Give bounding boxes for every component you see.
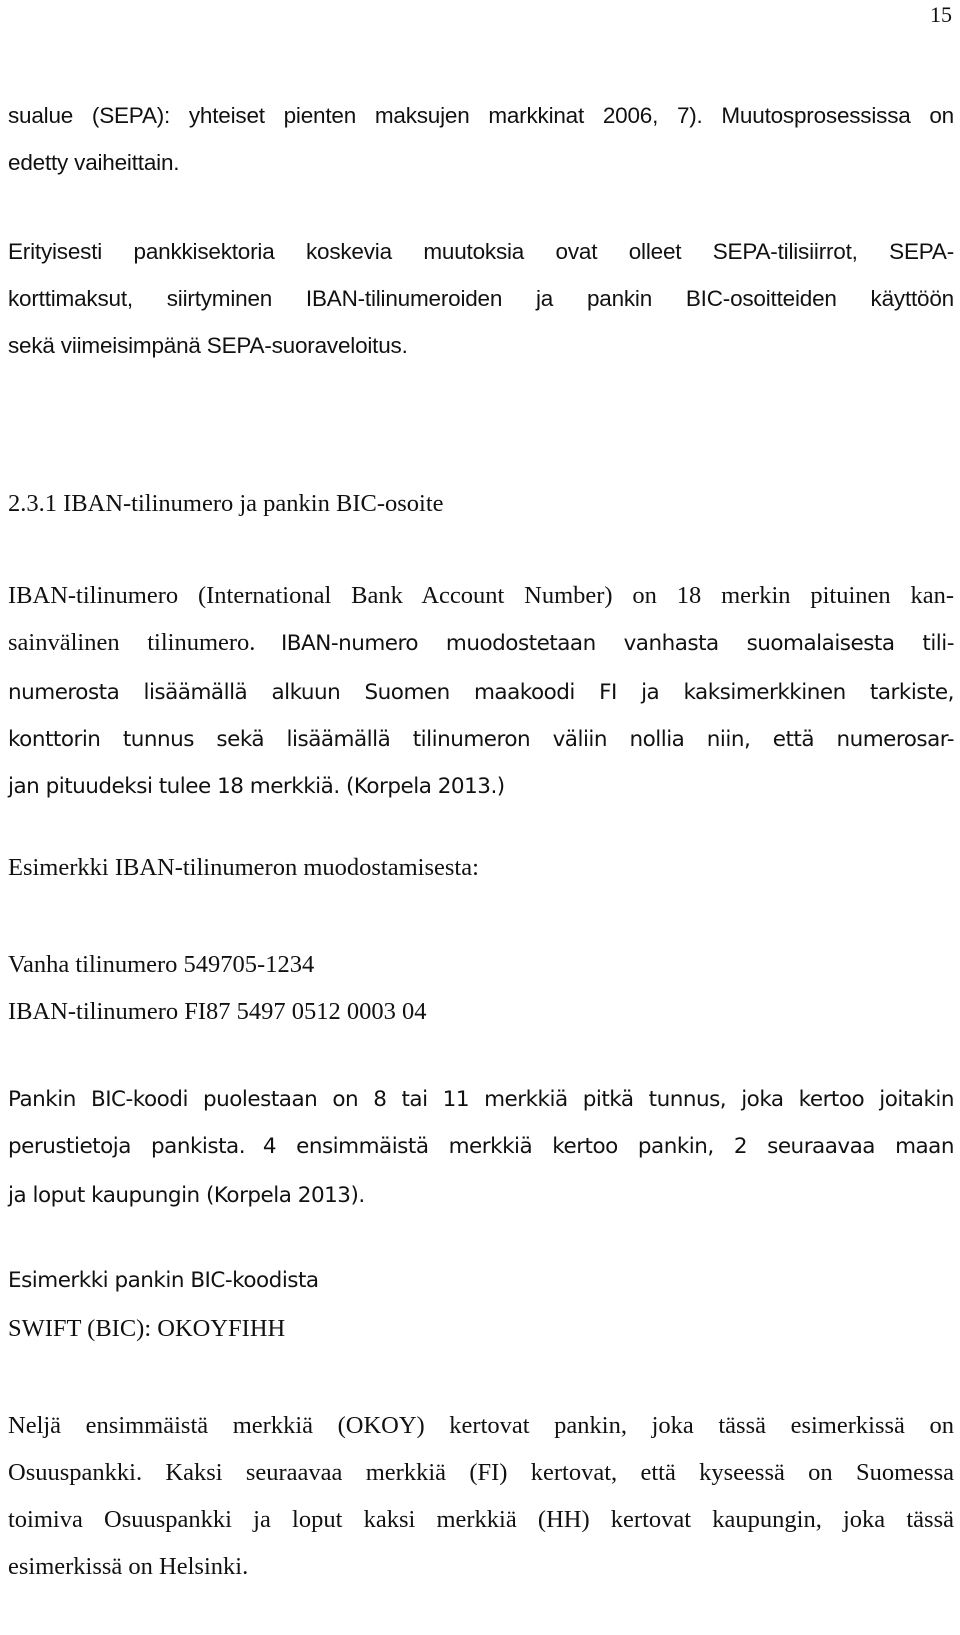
old-account-number: Vanha tilinumero 549705-1234 xyxy=(8,951,315,978)
iban-example xyxy=(8,941,954,1035)
bic-example-value: SWIFT (BIC): OKOYFIHH xyxy=(8,1315,286,1342)
text-line: esimerkissä on Helsinki. xyxy=(8,1553,249,1580)
text-line: Osuuspankki. Kaksi seuraavaa merkkiä (FI) kertovat, että kyseessä on Suomessa xyxy=(8,1459,954,1486)
text-line xyxy=(8,1123,954,1172)
text-line: toimiva Osuuspankki ja loput kaksi merkkiä (HH) kertovat kaupungin, joka tässä xyxy=(8,1506,954,1533)
text-line: IBAN-tilinumero (International Bank Account Number) on 18 merkin pituinen kan- xyxy=(8,582,954,609)
section-heading: 2.3.1 IBAN-tilinumero ja pankin BIC-osoite xyxy=(8,490,444,517)
text-line: sekä viimeisimpänä SEPA-suoraveloitus. xyxy=(8,333,408,358)
paragraph-sepa-intro xyxy=(8,92,954,186)
iban-account-number: IBAN-tilinumero FI87 5497 0512 0003 04 xyxy=(8,998,427,1025)
text-line: ja loput kaupungin (Korpela 2013). xyxy=(8,1183,365,1208)
paragraph-bic-explanation xyxy=(8,1402,954,1590)
text-line: edetty vaiheittain. xyxy=(8,150,180,175)
text-line: konttorin tunnus sekä lisäämällä tilinumeron väliin nollia niin, että numerosar- xyxy=(8,727,954,752)
paragraph-bic-description xyxy=(8,1076,954,1219)
text-line: Neljä ensimmäistä merkkiä (OKOY) kertovat pankin, joka tässä esimerkissä on xyxy=(8,1412,954,1439)
text-line: Erityisesti pankkisektoria koskevia muutoksia ovat olleet SEPA-tilisiirrot, SEPA- xyxy=(8,239,954,264)
text-line: jan pituudeksi tulee 18 merkkiä. (Korpela 2013.) xyxy=(8,774,505,799)
text-fragment: 4 ensimmäistä merkkiä kertoo pankin, 2 seuraavaa maan xyxy=(262,1134,954,1159)
text-line: numerosta lisäämällä alkuun Suomen maakoodi FI ja kaksimerkkinen tarkiste, xyxy=(8,680,954,705)
text-line: Pankin BIC-koodi puolestaan on 8 tai 11 merkkiä pitkä tunnus, joka kertoo joitakin xyxy=(8,1087,954,1112)
bic-example-label: Esimerkki pankin BIC-koodista xyxy=(8,1268,319,1293)
text-line xyxy=(8,619,954,669)
text-line: korttimaksut, siirtyminen IBAN-tilinumeroiden ja pankin BIC-osoitteiden käyttöön xyxy=(8,286,954,311)
text-line: sualue (SEPA): yhteiset pienten maksujen markkinat 2006, 7). Muutosprosessissa on xyxy=(8,103,954,128)
paragraph-banking-changes xyxy=(8,228,954,369)
text-fragment: perustietoja pankista. xyxy=(8,1134,246,1159)
text-fragment: IBAN-numero muodostetaan vanhasta suomalaisesta tili- xyxy=(280,631,954,656)
iban-example-label: Esimerkki IBAN-tilinumeron muodostamisesta: xyxy=(8,854,479,881)
text-fragment: sainvälinen tilinumero. xyxy=(8,629,256,656)
paragraph-iban-description xyxy=(8,572,954,810)
page-number: 15 xyxy=(930,2,952,27)
